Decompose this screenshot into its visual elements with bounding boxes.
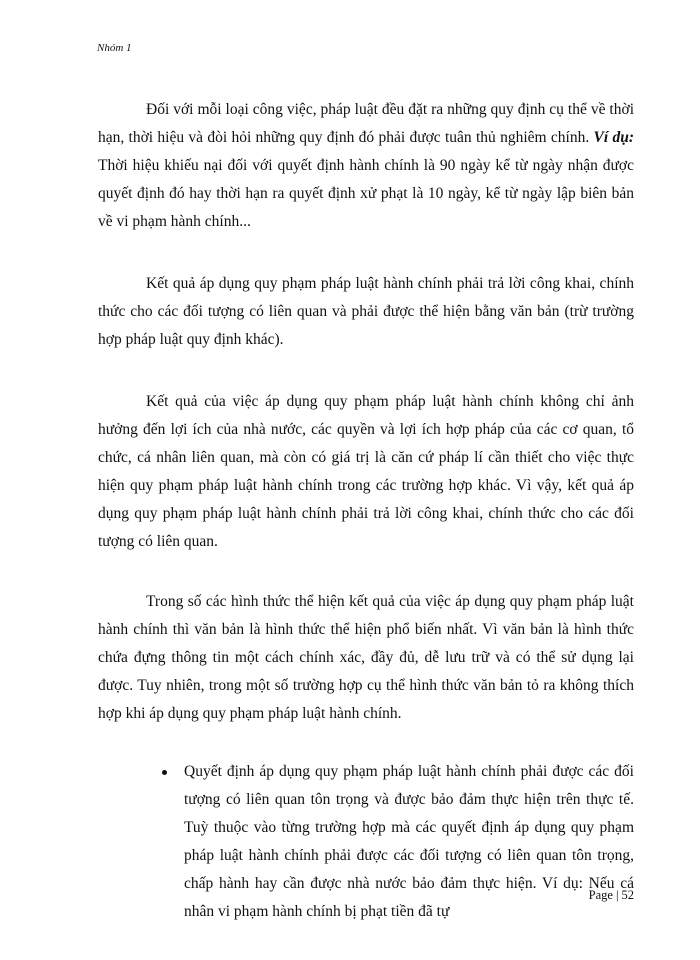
document-body xyxy=(98,96,634,926)
paragraph-1 xyxy=(98,96,634,236)
paragraph-4: Trong số các hình thức thể hiện kết quả của việc áp dụng quy phạm pháp luật hành chính thì văn bản là hình thức thể hiện phổ biến nhất. Vì văn bản là hình thức chứa đựng thông tin một cách chính xác, đầy đủ, dễ lưu trữ và có thể sử dụng lại được. Tuy nhiên, trong một số trường hợp cụ thể hình thức văn bản tỏ ra không thích hợp khi áp dụng quy phạm pháp luật hành chính. xyxy=(98,593,634,722)
page-label: Page xyxy=(588,888,613,902)
paragraph-1-after: Thời hiệu khiếu nại đối với quyết định hành chính là 90 ngày kể từ ngày nhận được quyết định đó hay thời hạn ra quyết định xử phạt là 10 ngày, kể từ ngày lập biên bản về vi phạm hành chính... xyxy=(98,157,634,230)
page-number: 52 xyxy=(621,888,634,902)
paragraph-2: Kết quả áp dụng quy phạm pháp luật hành chính phải trả lời công khai, chính thức cho các đối tượng có liên quan và phải được thể hiện bằng văn bản (trừ trường hợp pháp luật quy định khác). xyxy=(98,275,634,348)
group-label: Nhóm 1 xyxy=(97,42,132,54)
bullet-list xyxy=(184,758,634,926)
page-separator: | xyxy=(615,888,619,902)
bullet-dot-icon xyxy=(162,770,167,775)
bullet-item-1: Quyết định áp dụng quy phạm pháp luật hành chính phải được các đối tượng có liên quan tôn trọng và được bảo đảm thực hiện trên thực tế. Tuỳ thuộc vào từng trường hợp mà các quyết định áp dụng quy phạm pháp luật hành chính phải được các đối tượng có liên quan tôn trọng, chấp hành hay cần được nhà nước bảo đảm thực hiện. Ví dụ: Nếu cá nhân vi phạm hành chính bị phạt tiền đã tự xyxy=(184,763,634,920)
paragraph-3: Kết quả của việc áp dụng quy phạm pháp luật hành chính không chỉ ảnh hưởng đến lợi ích của nhà nước, các quyền và lợi ích hợp pháp của các cơ quan, tổ chức, cá nhân liên quan, mà còn có giá trị là căn cứ pháp lí cần thiết cho việc thực hiện quy phạm pháp luật hành chính trong các trường hợp khác. Vì vậy, kết quả áp dụng quy phạm pháp luật hành chính phải trả lời công khai, chính thức cho các đối tượng có liên quan. xyxy=(98,393,634,550)
example-label: Ví dụ: xyxy=(593,129,634,146)
paragraph-1-before: Đối với mỗi loại công việc, pháp luật đều đặt ra những quy định cụ thể về thời hạn, thời hiệu và đòi hỏi những quy định đó phải được tuân thủ nghiêm chính. xyxy=(98,101,634,146)
page-footer xyxy=(589,888,634,903)
page-header xyxy=(97,42,132,54)
